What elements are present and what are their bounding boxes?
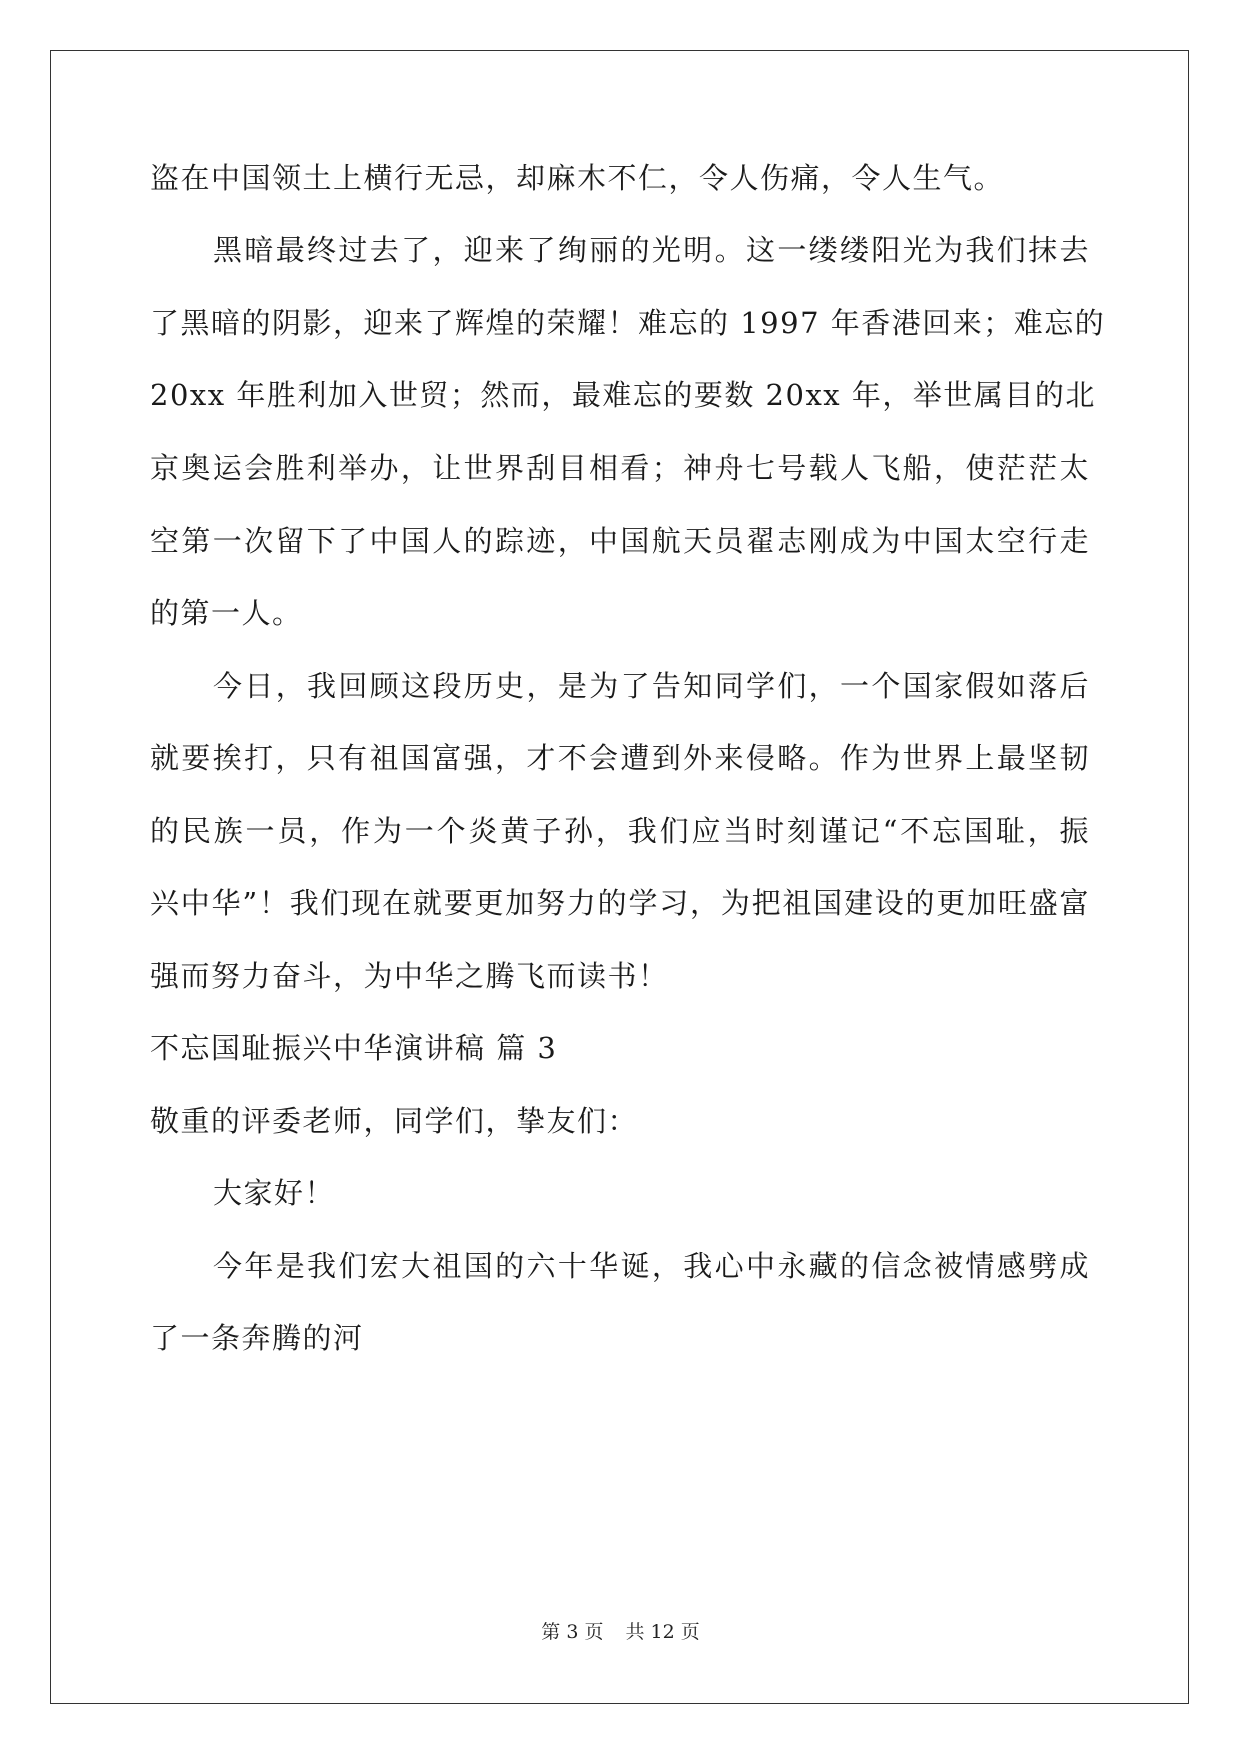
text-line-6: 空第一次留下了中国人的踪迹，中国航天员翟志刚成为中国太空行走 <box>150 524 1090 558</box>
page-number: 第 3 页 <box>541 1621 604 1643</box>
text-line-16: 今年是我们宏大祖国的六十华诞，我心中永藏的信念被情感劈成 <box>213 1249 1090 1283</box>
text-line-5: 京奥运会胜利举办，让世界刮目相看；神舟七号载人飞船，使茫茫太 <box>150 451 1090 485</box>
text-line-10: 的民族一员，作为一个炎黄子孙，我们应当时刻谨记“不忘国耻，振 <box>150 814 1090 848</box>
page-total: 共 12 页 <box>625 1621 700 1643</box>
text-line-3: 了黑暗的阴影，迎来了辉煌的荣耀！难忘的 1997 年香港回来；难忘的 <box>150 306 1106 340</box>
section-heading: 不忘国耻振兴中华演讲稿 篇 3 <box>150 1031 558 1065</box>
text-line-12: 强而努力奋斗，为中华之腾飞而读书！ <box>150 959 669 993</box>
text-line-1: 盗在中国领土上横行无忌，却麻木不仁，令人伤痛，令人生气。 <box>150 161 1005 195</box>
page-footer <box>0 1620 1241 1644</box>
text-line-4: 20xx 年胜利加入世贸；然而，最难忘的要数 20xx 年，举世属目的北 <box>150 378 1096 412</box>
text-line-17: 了一条奔腾的河 <box>150 1321 364 1355</box>
text-line-11: 兴中华”！我们现在就要更加努力的学习，为把祖国建设的更加旺盛富 <box>150 886 1090 920</box>
text-line-8: 今日，我回顾这段历史，是为了告知同学们，一个国家假如落后 <box>213 669 1090 703</box>
text-line-9: 就要挨打，只有祖国富强，才不会遭到外来侵略。作为世界上最坚韧 <box>150 741 1090 775</box>
text-line-7: 的第一人。 <box>150 596 303 630</box>
salutation-line: 敬重的评委老师，同学们，挚友们： <box>150 1104 639 1138</box>
page-border <box>50 50 1189 1704</box>
text-line-2: 黑暗最终过去了，迎来了绚丽的光明。这一缕缕阳光为我们抹去 <box>213 233 1090 267</box>
greeting-line: 大家好！ <box>213 1176 336 1210</box>
